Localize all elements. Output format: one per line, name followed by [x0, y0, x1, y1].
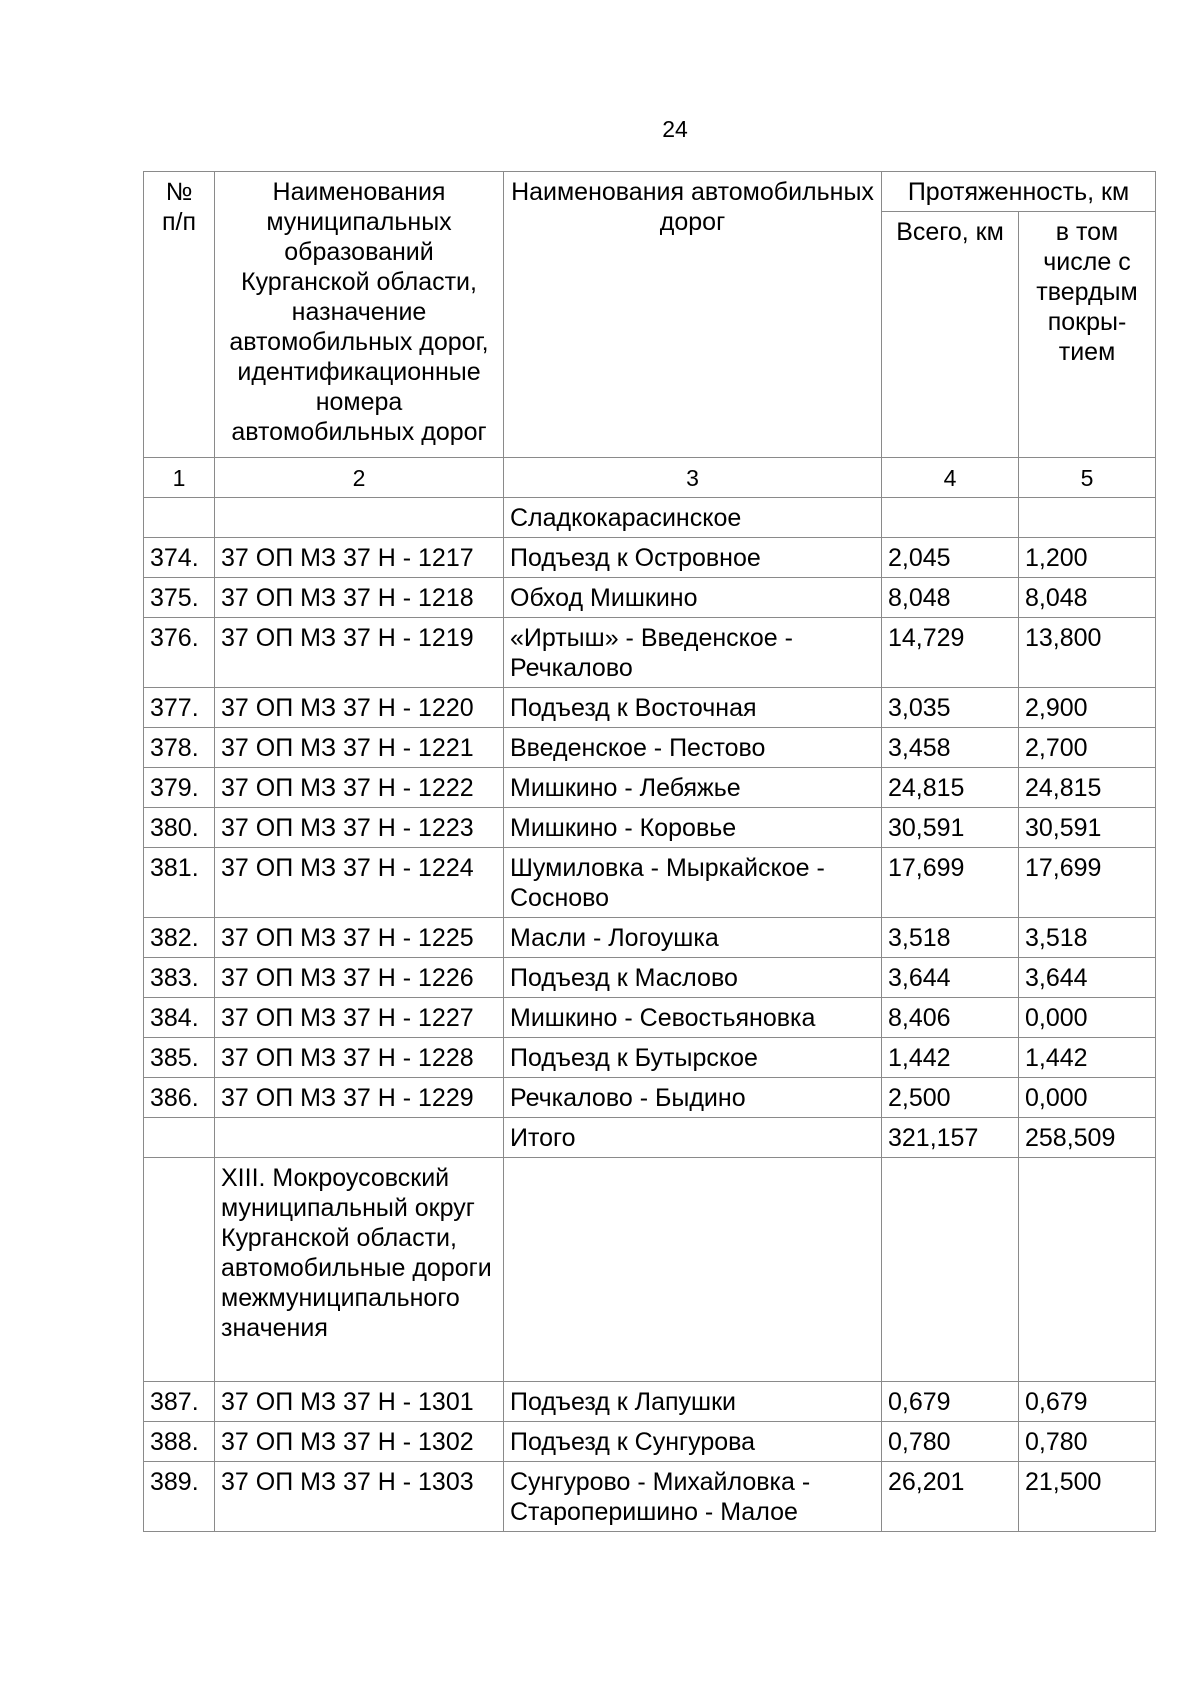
- table-row: [144, 1078, 1156, 1118]
- row-number: 374.: [144, 538, 215, 578]
- length-total: 3,458: [882, 728, 1019, 768]
- table-row: [144, 918, 1156, 958]
- length-hard-surface: 8,048: [1019, 578, 1156, 618]
- table-body-top: [144, 498, 1156, 1158]
- road-id: 37 ОП МЗ 37 Н - 1224: [215, 848, 504, 918]
- header-length: Протяженность, км: [882, 172, 1156, 212]
- length-total: 321,157: [882, 1118, 1019, 1158]
- table-row: [144, 958, 1156, 998]
- length-total: 2,500: [882, 1078, 1019, 1118]
- header-total: Всего, км: [882, 212, 1019, 458]
- row-number: 380.: [144, 808, 215, 848]
- length-hard-surface: 1,442: [1019, 1038, 1156, 1078]
- header-hard-surface: в том числе с твердым покры-тием: [1019, 212, 1156, 458]
- row-number: 378.: [144, 728, 215, 768]
- row-number: [144, 1158, 215, 1382]
- row-number: [144, 498, 215, 538]
- road-name: Речкалово - Быдино: [504, 1078, 882, 1118]
- table-row: [144, 998, 1156, 1038]
- length-hard-surface: 0,679: [1019, 1382, 1156, 1422]
- length-hard-surface: 17,699: [1019, 848, 1156, 918]
- length-hard-surface: 258,509: [1019, 1118, 1156, 1158]
- length-total: 8,048: [882, 578, 1019, 618]
- road-id: 37 ОП МЗ 37 Н - 1225: [215, 918, 504, 958]
- length-hard-surface: [1019, 498, 1156, 538]
- length-hard-surface: 2,700: [1019, 728, 1156, 768]
- row-number: 379.: [144, 768, 215, 808]
- road-id: 37 ОП МЗ 37 Н - 1221: [215, 728, 504, 768]
- length-hard-surface: 13,800: [1019, 618, 1156, 688]
- length-hard-surface: 30,591: [1019, 808, 1156, 848]
- table-row: [144, 498, 1156, 538]
- road-id: [215, 1118, 504, 1158]
- road-id: 37 ОП МЗ 37 Н - 1220: [215, 688, 504, 728]
- header-municipality: Наименования муниципальных образований Курганской области, назначение автомобильных дорог, идентификационные номера автомобильных дорог: [215, 172, 504, 458]
- table-body-bottom: [144, 1382, 1156, 1532]
- length-total: 3,644: [882, 958, 1019, 998]
- row-number: 383.: [144, 958, 215, 998]
- length-hard-surface: 3,518: [1019, 918, 1156, 958]
- road-id: [215, 498, 504, 538]
- road-id: 37 ОП МЗ 37 Н - 1217: [215, 538, 504, 578]
- road-name: Подъезд к Бутырское: [504, 1038, 882, 1078]
- column-number: 2: [215, 458, 504, 498]
- row-number: 389.: [144, 1462, 215, 1532]
- row-number: 381.: [144, 848, 215, 918]
- road-name: Мишкино - Коровье: [504, 808, 882, 848]
- table-row: [144, 538, 1156, 578]
- column-number: 3: [504, 458, 882, 498]
- length-total: 14,729: [882, 618, 1019, 688]
- table-row: [144, 618, 1156, 688]
- length-hard-surface: 3,644: [1019, 958, 1156, 998]
- length-total: 0,679: [882, 1382, 1019, 1422]
- row-number: 387.: [144, 1382, 215, 1422]
- length-total: 2,045: [882, 538, 1019, 578]
- page-number: 24: [662, 116, 688, 142]
- road-name: Сунгурово - Михайловка - Староперишино - Малое: [504, 1462, 882, 1532]
- table-row: [144, 1422, 1156, 1462]
- row-number: 377.: [144, 688, 215, 728]
- road-name: Подъезд к Островное: [504, 538, 882, 578]
- length-hard-surface: 0,000: [1019, 998, 1156, 1038]
- road-name: Введенское - Пестово: [504, 728, 882, 768]
- length-total: 8,406: [882, 998, 1019, 1038]
- road-id: 37 ОП МЗ 37 Н - 1303: [215, 1462, 504, 1532]
- length-hard-surface: 0,000: [1019, 1078, 1156, 1118]
- table-row: [144, 688, 1156, 728]
- road-id: 37 ОП МЗ 37 Н - 1301: [215, 1382, 504, 1422]
- row-number: 376.: [144, 618, 215, 688]
- column-number: 4: [882, 458, 1019, 498]
- road-name: Подъезд к Восточная: [504, 688, 882, 728]
- row-number: 382.: [144, 918, 215, 958]
- length-hard-surface: 24,815: [1019, 768, 1156, 808]
- road-id: 37 ОП МЗ 37 Н - 1226: [215, 958, 504, 998]
- length-total: 0,780: [882, 1422, 1019, 1462]
- road-name: Подъезд к Лапушки: [504, 1382, 882, 1422]
- length-hard-surface: 21,500: [1019, 1462, 1156, 1532]
- section-row: [144, 1158, 1156, 1382]
- road-id: 37 ОП МЗ 37 Н - 1222: [215, 768, 504, 808]
- length-total: [882, 1158, 1019, 1382]
- table-header: [144, 172, 1156, 498]
- column-number: 5: [1019, 458, 1156, 498]
- row-number: 385.: [144, 1038, 215, 1078]
- length-total: 1,442: [882, 1038, 1019, 1078]
- row-number: 388.: [144, 1422, 215, 1462]
- table-row: [144, 848, 1156, 918]
- table-row: [144, 768, 1156, 808]
- length-total: 3,518: [882, 918, 1019, 958]
- length-hard-surface: 0,780: [1019, 1422, 1156, 1462]
- table-row: [144, 728, 1156, 768]
- road-name: Сладкокарасинское: [504, 498, 882, 538]
- road-name: Масли - Логоушка: [504, 918, 882, 958]
- road-name: Итого: [504, 1118, 882, 1158]
- length-total: [882, 498, 1019, 538]
- row-number: [144, 1118, 215, 1158]
- road-name: Подъезд к Сунгурова: [504, 1422, 882, 1462]
- length-total: 17,699: [882, 848, 1019, 918]
- section-title: XIII. Мокроусовский муниципальный округ Курганской области, автомобильные дороги межмуниципального значения: [215, 1158, 504, 1382]
- length-hard-surface: 2,900: [1019, 688, 1156, 728]
- roads-table: [143, 171, 1156, 1532]
- road-id: 37 ОП МЗ 37 Н - 1227: [215, 998, 504, 1038]
- column-numbers-row: [144, 458, 1156, 498]
- road-name: Обход Мишкино: [504, 578, 882, 618]
- length-hard-surface: 1,200: [1019, 538, 1156, 578]
- row-number: 386.: [144, 1078, 215, 1118]
- road-id: 37 ОП МЗ 37 Н - 1229: [215, 1078, 504, 1118]
- length-total: 3,035: [882, 688, 1019, 728]
- row-number: 375.: [144, 578, 215, 618]
- length-total: 30,591: [882, 808, 1019, 848]
- road-name: Мишкино - Лебяжье: [504, 768, 882, 808]
- table-row: [144, 1118, 1156, 1158]
- road-name: «Иртыш» - Введенское - Речкалово: [504, 618, 882, 688]
- table-row: [144, 578, 1156, 618]
- road-id: 37 ОП МЗ 37 Н - 1219: [215, 618, 504, 688]
- table-row: [144, 1462, 1156, 1532]
- road-name: [504, 1158, 882, 1382]
- road-name: Подъезд к Маслово: [504, 958, 882, 998]
- road-id: 37 ОП МЗ 37 Н - 1228: [215, 1038, 504, 1078]
- header-road-name: Наименования автомобильных дорог: [504, 172, 882, 458]
- table-row: [144, 808, 1156, 848]
- header-number: № п/п: [144, 172, 215, 458]
- table-row: [144, 1382, 1156, 1422]
- length-total: 24,815: [882, 768, 1019, 808]
- road-id: 37 ОП МЗ 37 Н - 1218: [215, 578, 504, 618]
- column-number: 1: [144, 458, 215, 498]
- road-name: Шумиловка - Мыркайское - Сосново: [504, 848, 882, 918]
- table-row: [144, 1038, 1156, 1078]
- length-hard-surface: [1019, 1158, 1156, 1382]
- road-name: Мишкино - Севостьяновка: [504, 998, 882, 1038]
- row-number: 384.: [144, 998, 215, 1038]
- section-body: [144, 1158, 1156, 1382]
- road-id: 37 ОП МЗ 37 Н - 1223: [215, 808, 504, 848]
- length-total: 26,201: [882, 1462, 1019, 1532]
- road-id: 37 ОП МЗ 37 Н - 1302: [215, 1422, 504, 1462]
